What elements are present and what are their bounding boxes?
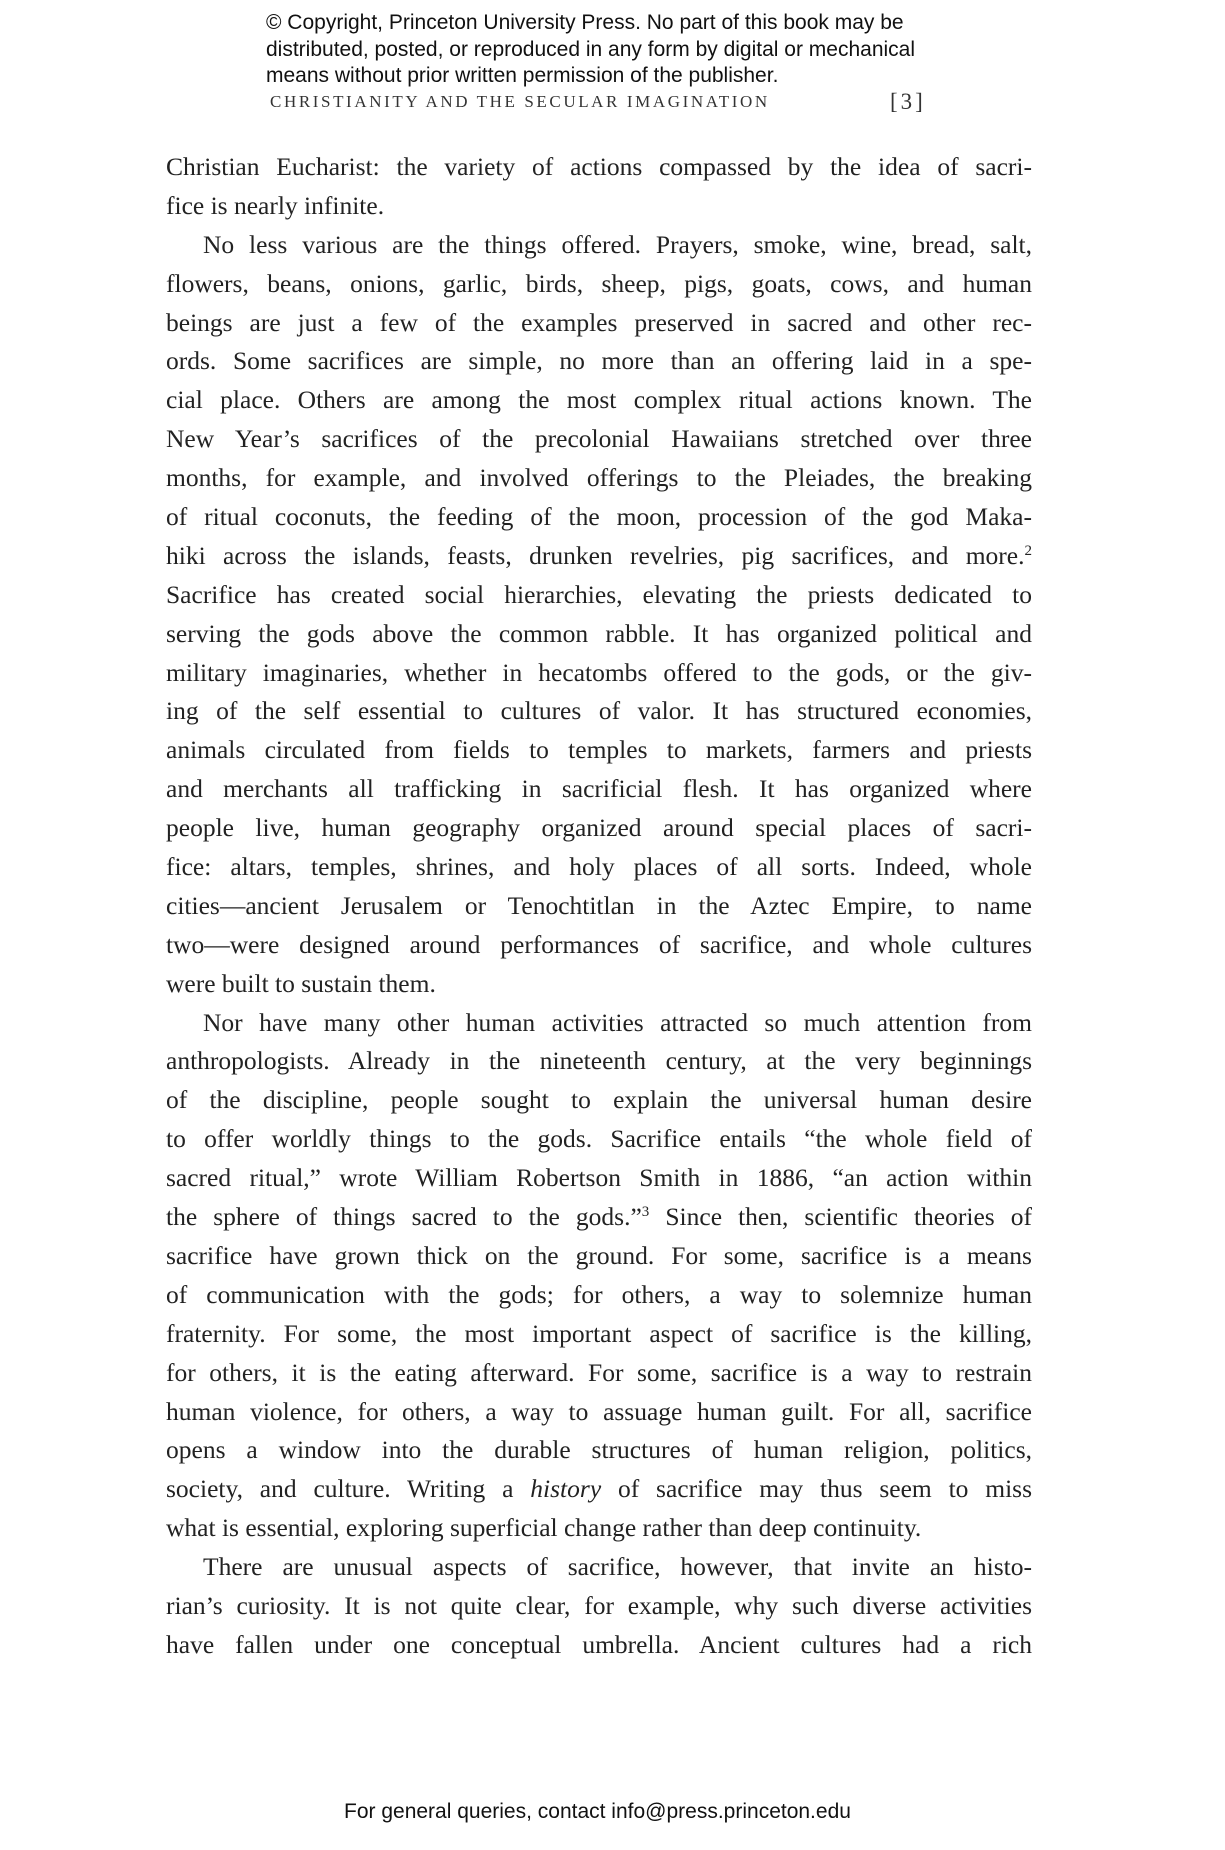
text-line-content: have fallen under one conceptual umbrella. Ancient cultures had a rich <box>166 1629 1032 1659</box>
text-line <box>166 615 1032 654</box>
text-line <box>166 226 1032 265</box>
text-line <box>166 1470 1032 1509</box>
body-text <box>166 148 1032 1665</box>
text-line-content: fice: altars, temples, shrines, and holy places of all sorts. Indeed, whole <box>166 852 1032 882</box>
text-line <box>166 887 1032 926</box>
text-line <box>166 809 1032 848</box>
text-line <box>166 1626 1032 1665</box>
text-line-content: fice is nearly infinite. <box>166 190 385 220</box>
text-line-content: opens a window into the durable structures of human religion, politics, <box>166 1435 1032 1465</box>
text-line-content: Christian Eucharist: the variety of actions compassed by the idea of sacri- <box>166 152 1032 181</box>
text-line <box>166 187 1032 226</box>
text-line <box>166 654 1032 693</box>
text-line <box>166 848 1032 887</box>
text-line <box>166 1393 1032 1432</box>
text-line <box>166 498 1032 537</box>
text-line-content: serving the gods above the common rabble. It has organized political and <box>166 618 1032 648</box>
text-line-content: to offer worldly things to the gods. Sacrifice entails “the whole field of <box>166 1124 1032 1154</box>
text-line <box>166 1431 1032 1470</box>
copyright-line: means without prior written permission of the publisher. <box>266 64 779 87</box>
text-line <box>166 692 1032 731</box>
text-line-content: people live, human geography organized around special places of sacri- <box>166 813 1032 843</box>
text-line <box>166 1081 1032 1120</box>
text-line <box>166 1042 1032 1081</box>
text-line <box>166 265 1032 304</box>
text-line-content: There are unusual aspects of sacrifice, however, that invite an histo- <box>203 1552 1032 1582</box>
running-head-title: CHRISTIANITY AND THE SECULAR IMAGINATION <box>270 92 770 111</box>
text-line-content: ords. Some sacrifices are simple, no more than an offering laid in a spe- <box>166 346 1032 376</box>
text-line <box>166 926 1032 965</box>
text-line-content: beings are just a few of the examples preserved in sacred and other rec- <box>166 307 1032 337</box>
footer-contact: For general queries, contact info@press.princeton.edu <box>344 1800 851 1823</box>
text-line-content: No less various are the things offered. Prayers, smoke, wine, bread, salt, <box>203 229 1032 259</box>
text-line-content: flowers, beans, onions, garlic, birds, sheep, pigs, goats, cows, and human <box>166 268 1032 298</box>
text-line <box>166 1276 1032 1315</box>
text-line <box>166 1587 1032 1626</box>
text-line-content: animals circulated from fields to temples to markets, farmers and priests <box>166 735 1032 765</box>
text-line-content: society, and culture. Writing a history of sacrifice may thus seem to miss <box>166 1474 1033 1504</box>
text-line-content: sacred ritual,” wrote William Robertson Smith in 1886, “an action within <box>166 1163 1032 1193</box>
footnote-marker: 2 <box>1024 542 1032 559</box>
copyright-notice <box>266 10 986 90</box>
text-line <box>166 1120 1032 1159</box>
text-line-content: rian’s curiosity. It is not quite clear, for example, why such diverse activities <box>166 1590 1032 1620</box>
text-line-content: hiki across the islands, feasts, drunken revelries, pig sacrifices, and more.$^2$ <box>166 540 1032 570</box>
text-line-content: what is essential, exploring superficial change rather than deep continuity. <box>166 1513 922 1543</box>
text-line-content: fraternity. For some, the most important aspect of sacrifice is the killing, <box>166 1318 1032 1348</box>
text-line-content: two—were designed around performances of sacrifice, and whole cultures <box>166 929 1032 959</box>
text-line-content: months, for example, and involved offerings to the Pleiades, the breaking <box>166 463 1032 493</box>
text-line <box>166 1237 1032 1276</box>
text-line-content: of communication with the gods; for others, a way to solemnize human <box>166 1279 1032 1309</box>
text-line-content: New Year’s sacrifices of the precolonial Hawaiians stretched over three <box>166 424 1032 454</box>
text-line <box>166 342 1032 381</box>
text-line-content: military imaginaries, whether in hecatombs offered to the gods, or the giv- <box>166 657 1032 687</box>
copyright-line: distributed, posted, or reproduced in any form by digital or mechanical <box>266 37 916 61</box>
text-line <box>166 304 1032 343</box>
text-line <box>166 1198 1032 1237</box>
text-line-content: cities—ancient Jerusalem or Tenochtitlan in the Aztec Empire, to name <box>166 890 1032 920</box>
text-line <box>166 1509 1032 1548</box>
page-number: [3] <box>890 89 926 114</box>
text-line <box>166 965 1032 1004</box>
text-line <box>166 1315 1032 1354</box>
text-line-content: and merchants all trafficking in sacrificial flesh. It has organized where <box>166 774 1032 804</box>
text-line-content: of the discipline, people sought to explain the universal human desire <box>166 1085 1032 1115</box>
text-line-content: of ritual coconuts, the feeding of the moon, procession of the god Maka- <box>166 502 1032 532</box>
italic-emphasis: history <box>530 1474 602 1504</box>
copyright-line: © Copyright, Princeton University Press. No part of this book may be <box>266 11 904 34</box>
text-line <box>166 1354 1032 1393</box>
text-line <box>166 1548 1032 1587</box>
text-line <box>166 731 1032 770</box>
text-line-content: were built to sustain them. <box>166 968 436 998</box>
text-line <box>166 1004 1032 1043</box>
text-line <box>166 148 1032 187</box>
text-line-content: anthropologists. Already in the nineteenth century, at the very beginnings <box>166 1046 1032 1076</box>
text-line <box>166 537 1032 576</box>
footnote-marker: 3 <box>641 1204 650 1221</box>
text-line-content: cial place. Others are among the most complex ritual actions known. The <box>166 385 1032 415</box>
text-line <box>166 381 1032 420</box>
text-line-content: human violence, for others, a way to assuage human guilt. For all, sacrifice <box>166 1396 1032 1426</box>
text-line <box>166 420 1032 459</box>
text-line <box>166 576 1032 615</box>
text-line-content: for others, it is the eating afterward. For some, sacrifice is a way to restrain <box>166 1357 1032 1387</box>
text-line-content: sacrifice have grown thick on the ground. For some, sacrifice is a means <box>166 1240 1032 1270</box>
text-line <box>166 770 1032 809</box>
text-line-content: Nor have many other human activities attracted so much attention from <box>203 1007 1032 1037</box>
text-line-content: ing of the self essential to cultures of valor. It has structured economies, <box>166 696 1032 726</box>
text-line <box>166 459 1032 498</box>
running-head <box>270 89 970 122</box>
text-line <box>166 1159 1032 1198</box>
text-line-content: Sacrifice has created social hierarchies, elevating the priests dedicated to <box>166 579 1032 609</box>
text-line-content: the sphere of things sacred to the gods.”$^3$ Since then, scientific theories of <box>166 1202 1032 1232</box>
